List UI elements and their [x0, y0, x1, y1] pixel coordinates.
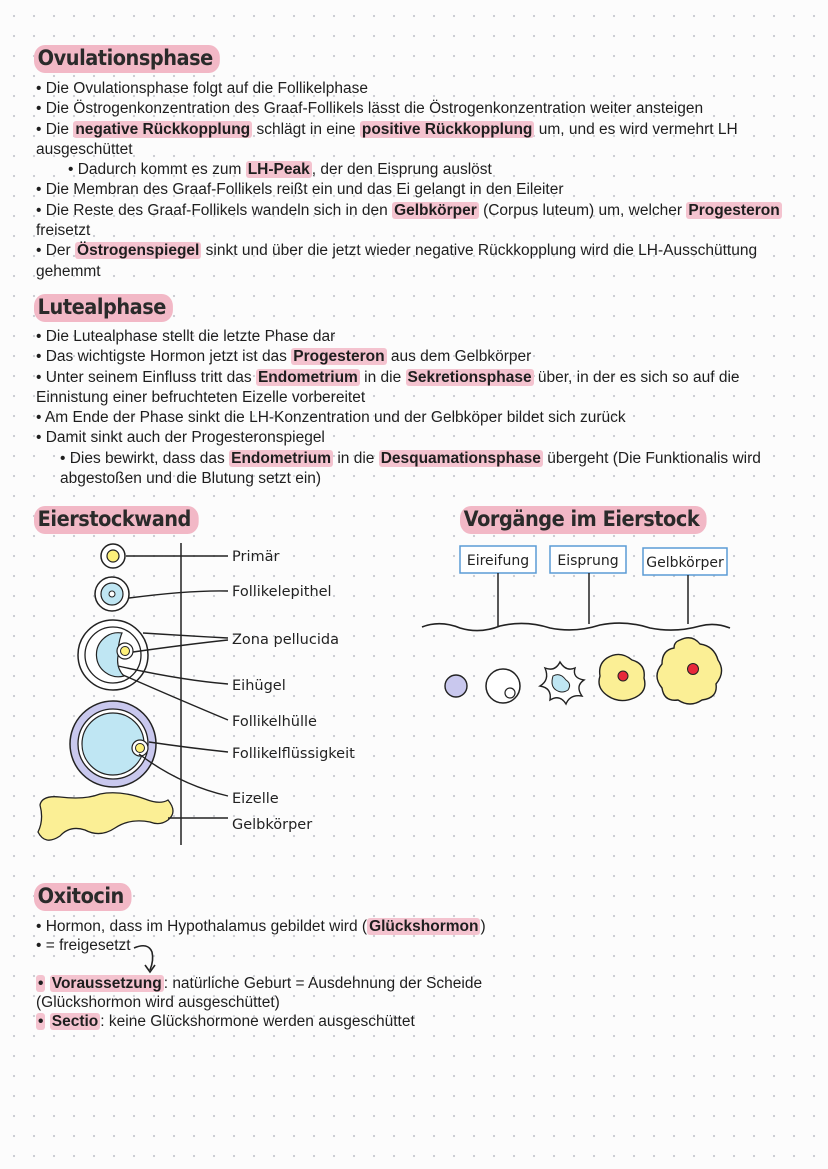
- list-item: • = freigesetzt: [36, 937, 131, 954]
- list-item: • Sectio : keine Glückshormone werden ausgeschüttet: [38, 1013, 415, 1030]
- heading-vorgaenge-im-eierstock: Vorgänge im Eierstock: [460, 506, 707, 534]
- corpus-luteum-shape: [38, 793, 173, 840]
- ovulation-text: [36, 79, 796, 282]
- label-eihuegel: Eihügel: [232, 678, 286, 694]
- list-item: • Das wichtigste Hormon jetzt ist das Progesteron aus dem Gelbkörper: [36, 348, 532, 366]
- list-item: • Damit sinkt auch der Progesteronspiegel: [36, 429, 325, 447]
- stage-corpus-luteum-1: [599, 654, 645, 700]
- list-item: (Glückshormon wird ausgeschüttet): [36, 994, 280, 1011]
- stage-corpus-luteum-2: [657, 638, 722, 704]
- list-item: • Unter seinem Einfluss tritt das Endometrium in die Sekretionsphase über, in der es sich so auf die Einnistung einer befruchteten Eizelle vorbereitet: [36, 368, 740, 406]
- label-follikelhuelle: Follikelhülle: [232, 714, 317, 730]
- curved-arrow-icon: [130, 938, 170, 980]
- primary-follicle: [101, 544, 125, 568]
- secondary-follicle: [95, 577, 129, 611]
- luteal-text: [36, 327, 796, 489]
- list-item: • Die negative Rückkopplung schlägt in eine positive Rückkopplung um, und es wird vermehrt LH ausgeschüttet: [36, 120, 738, 158]
- list-item: • Die Östrogenkonzentration des Graaf-Follikels lässt die Östrogenkonzentration weiter ansteigen: [36, 100, 704, 118]
- label-follikelfluessigkeit: Follikelflüssigkeit: [232, 746, 355, 762]
- list-item: • Die Membran des Graaf-Follikels reißt ein und das Ei gelangt in den Eileiter: [36, 181, 564, 199]
- list-item: • Hormon, dass im Hypothalamus gebildet wird ( Glückshormon ): [36, 918, 486, 935]
- ovary-wall-line: [422, 623, 730, 630]
- box-label-eisprung: Eisprung: [557, 553, 619, 569]
- label-eizelle: Eizelle: [232, 791, 279, 807]
- stage-follicle-small: [445, 675, 467, 697]
- eierstockwand-diagram: [0, 530, 420, 860]
- heading-lutealphase: Lutealphase: [34, 294, 173, 322]
- list-item: • Die Reste des Graaf-Follikels wandeln sich in den Gelbkörper (Corpus luteum) um, welcher Progesteron freisetzt: [36, 201, 780, 240]
- box-label-gelbkoerper: Gelbkörper: [646, 555, 724, 571]
- list-item: • Die Lutealphase stellt die letzte Phase dar: [36, 328, 336, 345]
- heading-eierstockwand: Eierstockwand: [34, 506, 198, 534]
- list-item: • Dadurch kommt es zum LH-Peak , der den Eisprung auslöst: [68, 161, 492, 179]
- stage-follicle-ovulating: [486, 669, 520, 703]
- graaf-follicle: [70, 701, 156, 787]
- label-primaer: Primär: [232, 549, 280, 565]
- tertiary-follicle: [78, 620, 148, 690]
- box-label-eireifung: Eireifung: [466, 553, 530, 569]
- heading-ovulationsphase: Ovulationsphase: [34, 45, 220, 73]
- box-stems: [498, 573, 688, 626]
- list-item: • Die Ovulationsphase folgt auf die Follikelphase: [36, 80, 368, 97]
- list-item: • Voraussetzung : natürliche Geburt = Ausdehnung der Scheide: [38, 975, 483, 992]
- heading-oxitocin: Oxitocin: [34, 883, 131, 911]
- label-gelbkoerper: Gelbkörper: [232, 817, 313, 833]
- label-zona-pellucida: Zona pellucida: [232, 632, 339, 648]
- vorgaenge-diagram: [410, 540, 740, 720]
- list-item: • Dies bewirkt, dass das Endometrium in die Desquamationsphase übergeht (Die Funktionalis wird abgestoßen und die Blutung setzt ein): [60, 449, 761, 488]
- label-follikelepithel: Follikelepithel: [232, 584, 332, 600]
- list-item: • Am Ende der Phase sinkt die LH-Konzentration und der Gelbköper bildet sich zurück: [36, 409, 626, 427]
- list-item: • Der Östrogenspiegel sinkt und über die jetzt wieder negative Rückkopplung wird die LH-Ausschüttung gehemmt: [36, 242, 758, 280]
